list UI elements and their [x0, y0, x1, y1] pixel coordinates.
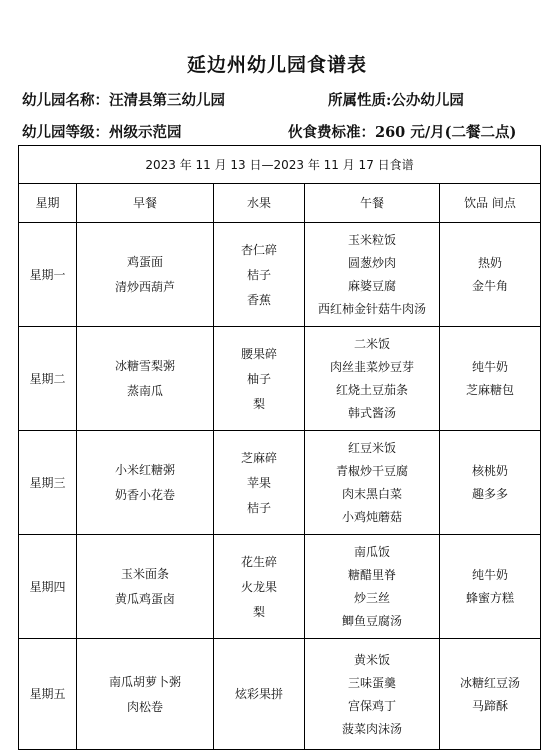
meal-fee-standard: 伙食费标准：260 元/月(二餐二点) [288, 124, 517, 141]
drink-snack-cell [440, 639, 541, 750]
menu-item: 热奶 [478, 256, 503, 270]
table-row [19, 535, 541, 639]
menu-item: 火龙果 [240, 579, 277, 594]
menu-item: 玉米粒饭 [347, 233, 396, 247]
menu-item: 桔子 [246, 267, 271, 282]
fruit-cell [214, 431, 305, 535]
menu-item: 苹果 [246, 475, 271, 490]
menu-item: 清炒西葫芦 [114, 280, 175, 294]
menu-item: 芝麻碎 [240, 450, 277, 465]
menu-item: 圆葱炒肉 [347, 256, 396, 270]
menu-item: 肉松卷 [126, 699, 163, 714]
header-drink-snack: 饮品 间点 [440, 184, 541, 223]
menu-item: 桔子 [246, 500, 271, 515]
menu-item: 糖醋里脊 [347, 568, 396, 582]
fruit-cell [214, 223, 305, 327]
menu-item: 核桃奶 [472, 464, 509, 478]
menu-item: 菠菜肉沫汤 [341, 721, 402, 736]
breakfast-cell [77, 431, 214, 535]
fruit-cell [214, 327, 305, 431]
menu-item: 马蹄酥 [472, 698, 509, 713]
menu-table [18, 145, 541, 750]
menu-item: 香蕉 [246, 292, 271, 307]
menu-item: 小鸡炖蘑菇 [341, 510, 402, 524]
menu-item: 冰糖雪梨粥 [114, 359, 175, 373]
menu-item: 南瓜胡萝卜粥 [108, 674, 181, 689]
menu-item: 鲫鱼豆腐汤 [341, 614, 402, 628]
date-range: 2023 年 11 月 13 日—2023 年 11 月 17 日食谱 [19, 146, 541, 184]
header-fruit: 水果 [214, 184, 305, 223]
menu-item: 纯牛奶 [472, 568, 509, 582]
menu-item: 蒸南瓜 [126, 384, 163, 398]
menu-item: 腰果碎 [240, 346, 277, 361]
menu-item: 梨 [252, 396, 265, 411]
weekday-cell: 星期三 [19, 431, 77, 535]
breakfast-cell [77, 327, 214, 431]
menu-item: 红烧土豆茄条 [335, 383, 408, 397]
kindergarten-nature: 所属性质:公办幼儿园 [328, 92, 464, 109]
menu-item: 韩式酱汤 [347, 406, 396, 420]
menu-item: 梨 [252, 604, 265, 619]
menu-item: 红豆米饭 [347, 441, 396, 455]
menu-item: 蜂蜜方糕 [466, 591, 515, 605]
lunch-cell [305, 327, 440, 431]
menu-item: 肉末黑白菜 [341, 487, 402, 501]
weekday-cell: 星期二 [19, 327, 77, 431]
page-title: 延边州幼儿园食谱表 [186, 54, 367, 76]
weekday-cell: 星期五 [19, 639, 77, 750]
menu-item: 西红柿金针菇牛肉汤 [317, 302, 426, 316]
drink-snack-cell [440, 431, 541, 535]
menu-item: 南瓜饭 [353, 545, 390, 559]
menu-item: 杏仁碎 [240, 242, 277, 257]
weekday-cell: 星期一 [19, 223, 77, 327]
menu-item: 花生碎 [240, 554, 277, 569]
header-breakfast: 早餐 [77, 184, 214, 223]
header-lunch: 午餐 [305, 184, 440, 223]
menu-item: 黄瓜鸡蛋卤 [114, 592, 175, 606]
menu-item: 麻婆豆腐 [347, 279, 396, 293]
menu-item: 冰糖红豆汤 [460, 675, 521, 690]
drink-snack-cell [440, 223, 541, 327]
lunch-cell [305, 431, 440, 535]
lunch-cell [305, 639, 440, 750]
breakfast-cell [77, 535, 214, 639]
header-weekday: 星期 [19, 184, 77, 223]
drink-snack-cell [440, 327, 541, 431]
kindergarten-name: 幼儿园名称：汪清县第三幼儿园 [22, 92, 225, 109]
table-row [19, 223, 541, 327]
fruit-cell [214, 639, 305, 750]
lunch-cell [305, 535, 440, 639]
fruit-cell [214, 535, 305, 639]
menu-item: 肉丝韭菜炒豆芽 [329, 360, 414, 374]
menu-item: 纯牛奶 [472, 360, 509, 374]
menu-item: 玉米面条 [120, 567, 169, 581]
menu-item: 趣多多 [472, 487, 509, 501]
lunch-cell [305, 223, 440, 327]
menu-item: 芝麻糖包 [466, 383, 515, 397]
menu-item: 宫保鸡丁 [347, 698, 396, 713]
menu-item: 炫彩果拼 [234, 687, 283, 701]
kindergarten-grade: 幼儿园等级：州级示范园 [22, 124, 182, 141]
menu-item: 柚子 [246, 371, 271, 386]
breakfast-cell [77, 639, 214, 750]
breakfast-cell [77, 223, 214, 327]
menu-item: 黄米饭 [353, 652, 390, 667]
menu-item: 二米饭 [353, 337, 390, 351]
drink-snack-cell [440, 535, 541, 639]
menu-item: 小米红糖粥 [114, 463, 175, 477]
menu-item: 青椒炒干豆腐 [335, 464, 408, 478]
menu-item: 奶香小花卷 [114, 488, 175, 502]
date-range-row [19, 146, 541, 184]
menu-item: 金牛角 [472, 279, 509, 293]
table-row [19, 639, 541, 750]
menu-item: 鸡蛋面 [126, 255, 163, 269]
table-row [19, 327, 541, 431]
menu-item: 三味蛋羹 [347, 675, 396, 690]
table-row [19, 431, 541, 535]
header-row [19, 184, 541, 223]
menu-item: 炒三丝 [353, 591, 390, 605]
weekday-cell: 星期四 [19, 535, 77, 639]
